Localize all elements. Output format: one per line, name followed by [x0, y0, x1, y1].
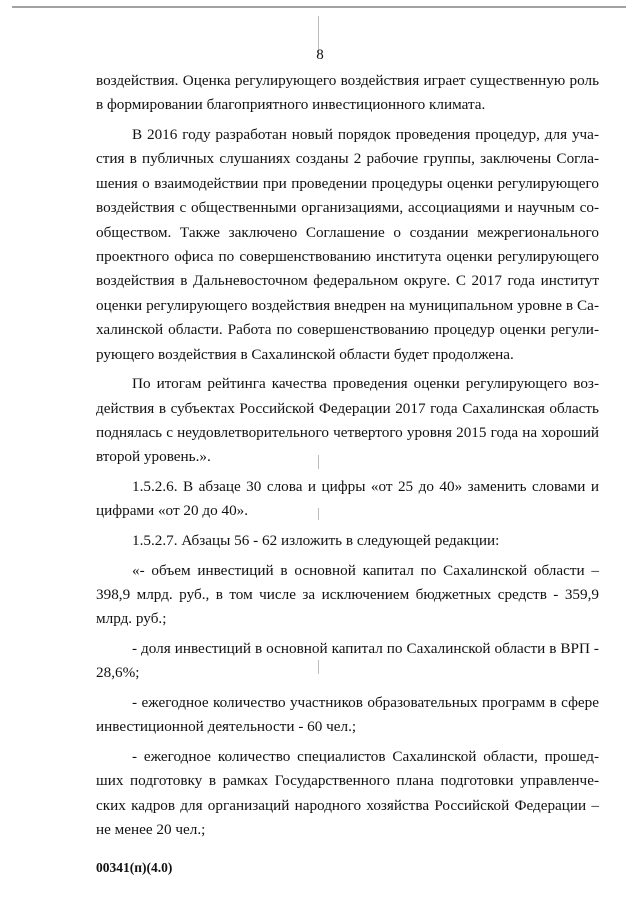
document-code: 00341(п)(4.0): [96, 860, 173, 875]
page-number: 8: [316, 47, 324, 63]
list-item-investment-share-grp: - доля инвестиций в основной капитал по Сахалинской области в ВРП - 28,6%;: [96, 640, 599, 682]
paragraph-rating-2017: По итогам рейтинга качества проведения оценки регулирующего воздействия в субъектах Российской Федерации 2017 года Сахалинская область поднялась с неудовлетворительного четвертого уровня 2015 года на хороший второй уровень.».: [96, 375, 599, 466]
paragraph-1-5-2-6: 1.5.2.6. В абзаце 30 слова и цифры «от 25 до 40» заменить словами и цифрами «от 20 до 40».: [96, 478, 599, 520]
list-item-education-participants: - ежегодное количество участников образовательных программ в сфере инвестиционной деятельности - 60 чел.;: [96, 694, 599, 736]
list-item-specialists-trained: - ежегодное количество специалистов Сахалинской области, прошедших подготовку в рамках Государственного плана подготовки управленческих кадров для организаций народного хозяйства Российской Федерации – не менее 20 чел.;: [96, 748, 599, 839]
page-body: [96, 69, 599, 848]
paragraph-continuation: воздействия. Оценка регулирующего воздействия играет существенную роль в формировании благоприятного инвестиционного климата.: [96, 72, 599, 114]
scan-top-edge: [12, 6, 626, 8]
paragraph-2016-procedures: В 2016 году разработан новый порядок проведения процедур, для участия в публичных слушаниях созданы 2 рабочие группы, заключены Соглашения о взаимодействии при проведении процедуры оценки регулирующего воздействия с общественными организациями, ассоциациями и научным сообществом. Также заключено Соглашение о создании межрегионального проектного офиса по совершенствованию института оценки регулирующего воздействия в Дальневосточном федеральном округе. С 2017 года институт оценки регулирующего воздействия внедрен на муниципальном уровне в Сахалинской области. Работа по совершенствованию процедур оценки регулирующего воздействия в Сахалинской области будет продолжена.: [96, 126, 599, 363]
list-item-investment-volume: «- объем инвестиций в основной капитал по Сахалинской области – 398,9 млрд. руб., в том числе за исключением бюджетных средств - 359,9 млрд. руб.;: [96, 561, 599, 628]
paragraph-1-5-2-7: 1.5.2.7. Абзацы 56 - 62 изложить в следующей редакции:: [132, 532, 500, 550]
